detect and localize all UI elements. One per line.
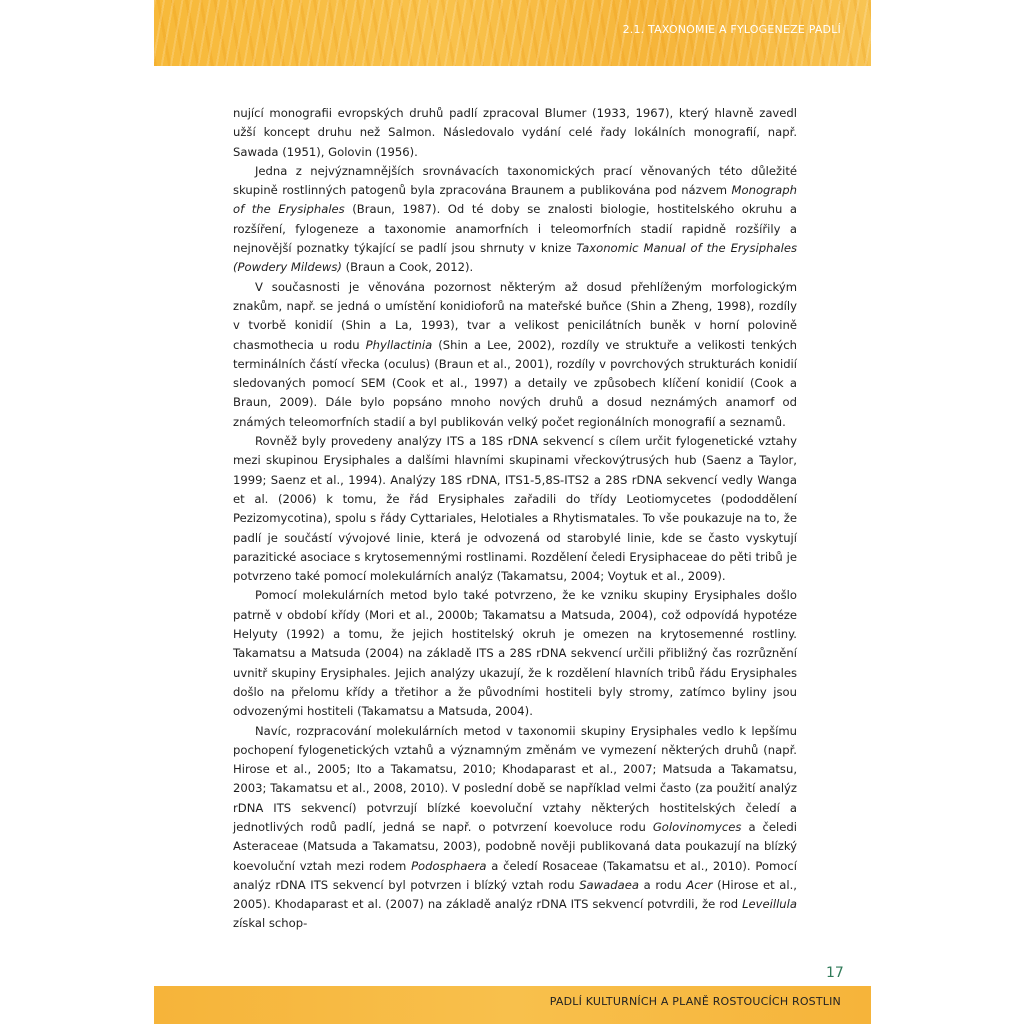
- paragraph: Rovněž byly provedeny analýzy ITS a 18S rDNA sekvencí s cílem určit fylogenetické vztahy mezi skupinou Erysiphales a dalšími hlavními skupinami vřeckovýtrusých hub (Saenz a Taylor, 1999; Saenz et al., 1994). Analýzy 18S rDNA, ITS1-5,8S-ITS2 a 28S rDNA sekvencí vedly Wanga et al. (2006) k tomu, že řád Erysiphales zařadili do třídy Leotiomycetes (pododdělení Pezizomycotina), spolu s řády Cyttariales, Helotiales a Rhytismatales. To vše poukazuje na to, že padlí je součástí vývojové linie, která je odvozená od starobylé linie, kde se často vyskytují parazitické asociace s krytosemennými rostlinami. Rozdělení čeledi Erysiphaceae do pěti tribů je potvrzeno také pomocí molekulárních analýz (Takamatsu, 2004; Voytuk et al., 2009).: [233, 434, 797, 584]
- paragraph: nující monografii evropských druhů padlí zpracoval Blumer (1933, 1967), který hlavně zavedl užší koncept druhu než Salmon. Následovalo vydání celé řady lokálních monografií, např. Sawada (1951), Golovin (1956).: [233, 106, 797, 159]
- footer-band: [154, 986, 871, 1024]
- header-band: [154, 0, 871, 66]
- body-text: [233, 104, 797, 934]
- paragraph: Navíc, rozpracování molekulárních metod v taxonomii skupiny Erysiphales vedlo k lepšímu pochopení fylogenetických vztahů a významným změnám ve vymezení některých druhů (např. Hirose et al., 2005; Ito a Takamatsu, 2010; Khodaparast et al., 2007; Matsuda a Takamatsu, 2003; Takamatsu et al., 2008, 2010). V poslední době se například velmi často (za použití analýz rDNA ITS sekvencí) potvrzují blízké koevoluční vztahy některých hostitelských čeledí a jednotlivých rodů padlí, jedná se např. o potvrzení koevoluce rodu Golovinomyces a čeledi Asteraceae (Matsuda a Takamatsu, 2003), podobně nověji publikovaná data poukazují na blízký koevoluční vztah mezi rodem Podosphaera a čeledí Rosaceae (Takamatsu et al., 2010). Pomocí analýz rDNA ITS sekvencí byl potvrzen i blízký vztah rodu Sawadaea a rodu Acer (Hirose et al., 2005). Khodaparast et al. (2007) na základě analýz rDNA ITS sekvencí potvrdili, že rod Leveillula získal schop-: [233, 723, 797, 931]
- running-footer-title: PADLÍ KULTURNÍCH A PLANĚ ROSTOUCÍCH ROSTLIN: [549, 995, 841, 1008]
- running-header-title: 2.1. TAXONOMIE A FYLOGENEZE PADLÍ: [622, 23, 841, 36]
- paragraph: Pomocí molekulárních metod bylo také potvrzeno, že ke vzniku skupiny Erysiphales došlo patrně v období křídy (Mori et al., 2000b; Takamatsu a Matsuda, 2004), což odpovídá hypotéze Helyuty (1992) a tomu, že jejich hostitelský okruh je omezen na krytosemenné rostliny. Takamatsu a Matsuda (2004) na základě ITS a 28S rDNA sekvencí určili přibližný čas rozrůznění uvnitř skupiny Erysiphales. Jejich analýzy ukazují, že k rozdělení hlavních tribů řádu Erysiphales došlo na přelomu křídy a třetihor a že původními hostiteli byly stromy, zatímco byliny jsou odvozenými hostiteli (Takamatsu a Matsuda, 2004).: [233, 588, 797, 719]
- paragraph: V současnosti je věnována pozornost některým až dosud přehlíženým morfologickým znakům, např. se jedná o umístění konidioforů na mateřské buňce (Shin a Zheng, 1998), rozdíly v tvorbě konidií (Shin a La, 1993), tvar a velikost penicilátních buněk v horní polovině chasmothecia u rodu Phyllactinia (Shin a Lee, 2002), rozdíly ve struktuře a velikosti tenkých terminálních částí vřecka (oculus) (Braun et al., 2001), rozdíly v povrchových strukturách konidií sledovaných pomocí SEM (Cook et al., 1997) a detaily ve způsobech klíčení konidií (Cook a Braun, 2009). Dále bylo popsáno mnoho nových druhů a dosud neznámých anamorf od známých teleomorfních stadií a byl publikován velký počet regionálních monografií a seznamů.: [233, 279, 797, 429]
- page-number: 17: [826, 965, 844, 981]
- paragraph: Jedna z nejvýznamnějších srovnávacích taxonomických prací věnovaných této důležité skupině rostlinných patogenů byla zpracována Braunem a publikována pod názvem Monograph of the Erysiphales (Braun, 1987). Od té doby se znalosti biologie, hostitelského okruhu a rozšíření, fylogeneze a taxonomie anamorfních i teleomorfních stadií rapidně rozšířily a nejnovější poznatky týkající se padlí jsou shrnuty v knize Taxonomic Manual of the Erysiphales (Powdery Mildews) (Braun a Cook, 2012).: [233, 163, 797, 275]
